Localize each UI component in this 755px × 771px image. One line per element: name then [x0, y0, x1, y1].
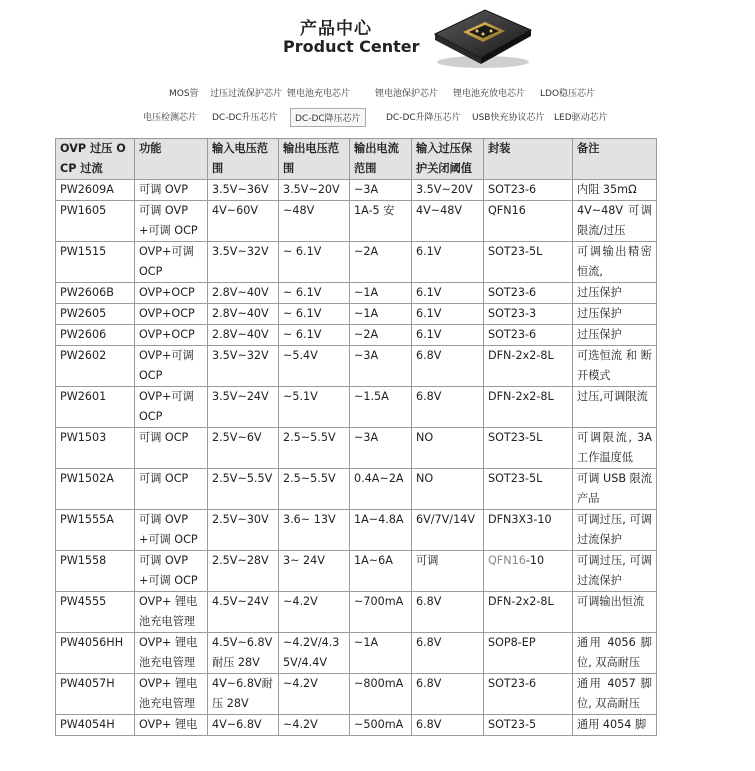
- cell-ovp-threshold: 6.1V: [412, 242, 484, 283]
- cell-model: PW1605: [56, 201, 135, 242]
- nav-item-li-charge[interactable]: 锂电池充电芯片: [287, 89, 351, 99]
- cell-package: [484, 551, 573, 592]
- cell-input-voltage: 3.5V~36V: [208, 180, 279, 201]
- cell-package: SOT23-6: [484, 674, 573, 715]
- cell-output-current: ~700mA: [350, 592, 412, 633]
- cell-input-voltage: 4V~60V: [208, 201, 279, 242]
- cell-ovp-threshold: 6.8V: [412, 346, 484, 387]
- nav-item-li-charge-discharge[interactable]: 锂电池充放电芯片: [453, 89, 526, 99]
- cell-ovp-threshold: 4V~48V: [412, 201, 484, 242]
- cell-ovp-threshold: 6.8V: [412, 387, 484, 428]
- cell-remark: 可调过压, 可调过流保护: [573, 510, 657, 551]
- cell-output-voltage: 2.5~5.5V: [279, 469, 350, 510]
- cell-model: PW4054H: [56, 715, 135, 736]
- col-header-output-current: 输出电流范围: [350, 139, 412, 180]
- table-row: [56, 325, 657, 346]
- cell-input-voltage: 3.5V~32V: [208, 242, 279, 283]
- table-row: [56, 387, 657, 428]
- table-header-row: [56, 139, 657, 180]
- cell-output-current: ~800mA: [350, 674, 412, 715]
- cell-input-voltage: 3.5V~24V: [208, 387, 279, 428]
- cell-output-current: ~1A: [350, 283, 412, 304]
- nav-item-li-protect[interactable]: 锂电池保护芯片: [375, 89, 439, 99]
- cell-output-voltage: ~5.1V: [279, 387, 350, 428]
- cell-output-current: 1A~4.8A: [350, 510, 412, 551]
- cell-function: 可调 OVP+可调 OCP: [135, 510, 208, 551]
- cell-remark: 过压保护: [573, 283, 657, 304]
- col-header-remark: 备注: [573, 139, 657, 180]
- cell-remark: 4V~48V 可调限流/过压: [573, 201, 657, 242]
- cell-function: OVP+OCP: [135, 325, 208, 346]
- cell-output-current: ~2A: [350, 325, 412, 346]
- cell-package: SOT23-5L: [484, 428, 573, 469]
- ic-chip-icon: [425, 4, 537, 70]
- cell-package: SOP8-EP: [484, 633, 573, 674]
- table-row: [56, 633, 657, 674]
- cell-function: OVP+可调 OCP: [135, 346, 208, 387]
- nav-item-ldo[interactable]: LDO稳压芯片: [540, 89, 596, 99]
- cell-output-voltage: ~4.2V: [279, 592, 350, 633]
- cell-output-voltage: 2.5~5.5V: [279, 428, 350, 469]
- nav-item-usb-fast-charge[interactable]: USB快充协议芯片: [472, 113, 545, 123]
- cell-ovp-threshold: 6.1V: [412, 304, 484, 325]
- cell-package: SOT23-6: [484, 325, 573, 346]
- nav-item-buck[interactable]: DC-DC降压芯片: [290, 108, 366, 127]
- cell-remark: 通用 4057 脚位, 双高耐压: [573, 674, 657, 715]
- cell-model: PW1558: [56, 551, 135, 592]
- cell-remark: 可调过压, 可调过流保护: [573, 551, 657, 592]
- cell-output-current: 0.4A~2A: [350, 469, 412, 510]
- cell-ovp-threshold: 3.5V~20V: [412, 180, 484, 201]
- cell-model: PW2609A: [56, 180, 135, 201]
- page-header: [0, 0, 755, 75]
- cell-model: PW2605: [56, 304, 135, 325]
- cell-ovp-threshold: 6.8V: [412, 715, 484, 736]
- cell-remark: 过压,可调限流: [573, 387, 657, 428]
- cell-output-current: 1A~6A: [350, 551, 412, 592]
- cell-model: PW1555A: [56, 510, 135, 551]
- cell-output-voltage: 3.5V~20V: [279, 180, 350, 201]
- cell-output-current: ~1.5A: [350, 387, 412, 428]
- cell-model: PW2602: [56, 346, 135, 387]
- cell-ovp-threshold: 6.1V: [412, 325, 484, 346]
- cell-ovp-threshold: NO: [412, 428, 484, 469]
- product-table: [55, 138, 657, 736]
- nav-item-ovp-ocp[interactable]: 过压过流保护芯片: [210, 89, 283, 99]
- cell-output-voltage: ~4.2V: [279, 674, 350, 715]
- cell-package: DFN-2x2-8L: [484, 592, 573, 633]
- cell-ovp-threshold: 6.8V: [412, 592, 484, 633]
- cell-output-voltage: ~4.2V: [279, 715, 350, 736]
- cell-output-voltage: ~ 6.1V: [279, 283, 350, 304]
- cell-remark: 可调 USB 限流产品: [573, 469, 657, 510]
- page-title-cn: 产品中心: [300, 19, 372, 39]
- cell-output-current: ~2A: [350, 242, 412, 283]
- package-text-grey: QFN16: [488, 554, 526, 567]
- cell-function: OVP+ 锂电池充电管理: [135, 633, 208, 674]
- table-row: [56, 551, 657, 592]
- col-header-function: 功能: [135, 139, 208, 180]
- col-header-ovp-threshold: 输入过压保护关闭阈值: [412, 139, 484, 180]
- col-header-output-voltage: 输出电压范围: [279, 139, 350, 180]
- page-title-en: Product Center: [283, 37, 420, 56]
- cell-output-voltage: 3.6~ 13V: [279, 510, 350, 551]
- cell-output-current: ~1A: [350, 304, 412, 325]
- cell-remark: 可调限流, 3A 工作温度低: [573, 428, 657, 469]
- cell-model: PW2606B: [56, 283, 135, 304]
- table-row: [56, 469, 657, 510]
- cell-model: PW2601: [56, 387, 135, 428]
- cell-output-voltage: ~4.2V/4.35V/4.4V: [279, 633, 350, 674]
- cell-function: OVP+可调 OCP: [135, 387, 208, 428]
- cell-output-current: ~3A: [350, 346, 412, 387]
- cell-package: SOT23-6: [484, 180, 573, 201]
- cell-input-voltage: 4V~6.8V: [208, 715, 279, 736]
- table-row: [56, 428, 657, 469]
- cell-function: 可调 OVP+可调 OCP: [135, 201, 208, 242]
- cell-function: OVP+ 锂电池充电管理: [135, 592, 208, 633]
- cell-output-current: ~500mA: [350, 715, 412, 736]
- cell-package: SOT23-5L: [484, 469, 573, 510]
- cell-package: SOT23-5L: [484, 242, 573, 283]
- table-row: [56, 304, 657, 325]
- table-row: [56, 715, 657, 736]
- cell-input-voltage: 4.5V~6.8V耐压 28V: [208, 633, 279, 674]
- col-header-model: OVP 过压 OCP 过流: [56, 139, 135, 180]
- cell-remark: 通用 4056 脚位, 双高耐压: [573, 633, 657, 674]
- cell-ovp-threshold: 6.1V: [412, 283, 484, 304]
- table-row: [56, 592, 657, 633]
- cell-output-voltage: ~ 6.1V: [279, 325, 350, 346]
- cell-remark: 内阻 35mΩ: [573, 180, 657, 201]
- cell-remark: 可选恒流 和 断开模式: [573, 346, 657, 387]
- cell-output-current: 1A-5 安: [350, 201, 412, 242]
- cell-remark: 过压保护: [573, 325, 657, 346]
- col-header-package: 封装: [484, 139, 573, 180]
- cell-output-voltage: ~ 6.1V: [279, 304, 350, 325]
- cell-function: OVP+OCP: [135, 283, 208, 304]
- table-row: [56, 180, 657, 201]
- cell-function: OVP+ 锂电池充电管理: [135, 674, 208, 715]
- cell-input-voltage: 2.8V~40V: [208, 304, 279, 325]
- cell-output-voltage: ~48V: [279, 201, 350, 242]
- cell-remark: 可调输出恒流: [573, 592, 657, 633]
- cell-output-voltage: 3~ 24V: [279, 551, 350, 592]
- cell-package: DFN3X3-10: [484, 510, 573, 551]
- cell-ovp-threshold: 可调: [412, 551, 484, 592]
- cell-package: DFN-2x2-8L: [484, 346, 573, 387]
- cell-output-voltage: ~5.4V: [279, 346, 350, 387]
- nav-item-voltage-detect[interactable]: 电压检测芯片: [143, 113, 198, 123]
- nav-item-mos[interactable]: MOS管: [169, 89, 199, 99]
- table-row: [56, 510, 657, 551]
- cell-input-voltage: 2.5V~5.5V: [208, 469, 279, 510]
- cell-package: QFN16: [484, 201, 573, 242]
- package-text-suffix: -10: [525, 554, 545, 567]
- cell-input-voltage: 3.5V~32V: [208, 346, 279, 387]
- cell-model: PW2606: [56, 325, 135, 346]
- cell-remark: 可调输出精密恒流,: [573, 242, 657, 283]
- cell-input-voltage: 4V~6.8V耐压 28V: [208, 674, 279, 715]
- cell-input-voltage: 4.5V~24V: [208, 592, 279, 633]
- nav-item-boost[interactable]: DC-DC升压芯片: [212, 113, 278, 123]
- cell-model: PW1502A: [56, 469, 135, 510]
- cell-input-voltage: 2.8V~40V: [208, 325, 279, 346]
- cell-input-voltage: 2.8V~40V: [208, 283, 279, 304]
- cell-function: 可调 OVP+可调 OCP: [135, 551, 208, 592]
- cell-function: OVP+ 锂电: [135, 715, 208, 736]
- cell-function: 可调 OCP: [135, 428, 208, 469]
- cell-model: PW1515: [56, 242, 135, 283]
- col-header-input-voltage: 输入电压范围: [208, 139, 279, 180]
- cell-output-current: ~3A: [350, 180, 412, 201]
- cell-package: DFN-2x2-8L: [484, 387, 573, 428]
- cell-ovp-threshold: 6.8V: [412, 633, 484, 674]
- cell-ovp-threshold: 6V/7V/14V: [412, 510, 484, 551]
- cell-remark: 通用 4054 脚: [573, 715, 657, 736]
- cell-function: 可调 OVP: [135, 180, 208, 201]
- cell-model: PW4056HH: [56, 633, 135, 674]
- cell-output-voltage: ~ 6.1V: [279, 242, 350, 283]
- cell-model: PW4555: [56, 592, 135, 633]
- table-row: [56, 201, 657, 242]
- cell-function: 可调 OCP: [135, 469, 208, 510]
- cell-ovp-threshold: NO: [412, 469, 484, 510]
- cell-package: SOT23-5: [484, 715, 573, 736]
- table-row: [56, 242, 657, 283]
- cell-input-voltage: 2.5V~28V: [208, 551, 279, 592]
- table-row: [56, 283, 657, 304]
- cell-model: PW1503: [56, 428, 135, 469]
- table-row: [56, 674, 657, 715]
- cell-package: SOT23-6: [484, 283, 573, 304]
- cell-input-voltage: 2.5V~30V: [208, 510, 279, 551]
- cell-remark: 过压保护: [573, 304, 657, 325]
- cell-input-voltage: 2.5V~6V: [208, 428, 279, 469]
- table-row: [56, 346, 657, 387]
- cell-output-current: ~3A: [350, 428, 412, 469]
- cell-model: PW4057H: [56, 674, 135, 715]
- cell-ovp-threshold: 6.8V: [412, 674, 484, 715]
- cell-output-current: ~1A: [350, 633, 412, 674]
- nav-item-led-driver[interactable]: LED驱动芯片: [554, 113, 608, 123]
- nav-item-buck-boost[interactable]: DC-DC升降压芯片: [386, 113, 461, 123]
- cell-function: OVP+可调 OCP: [135, 242, 208, 283]
- cell-package: SOT23-3: [484, 304, 573, 325]
- cell-function: OVP+OCP: [135, 304, 208, 325]
